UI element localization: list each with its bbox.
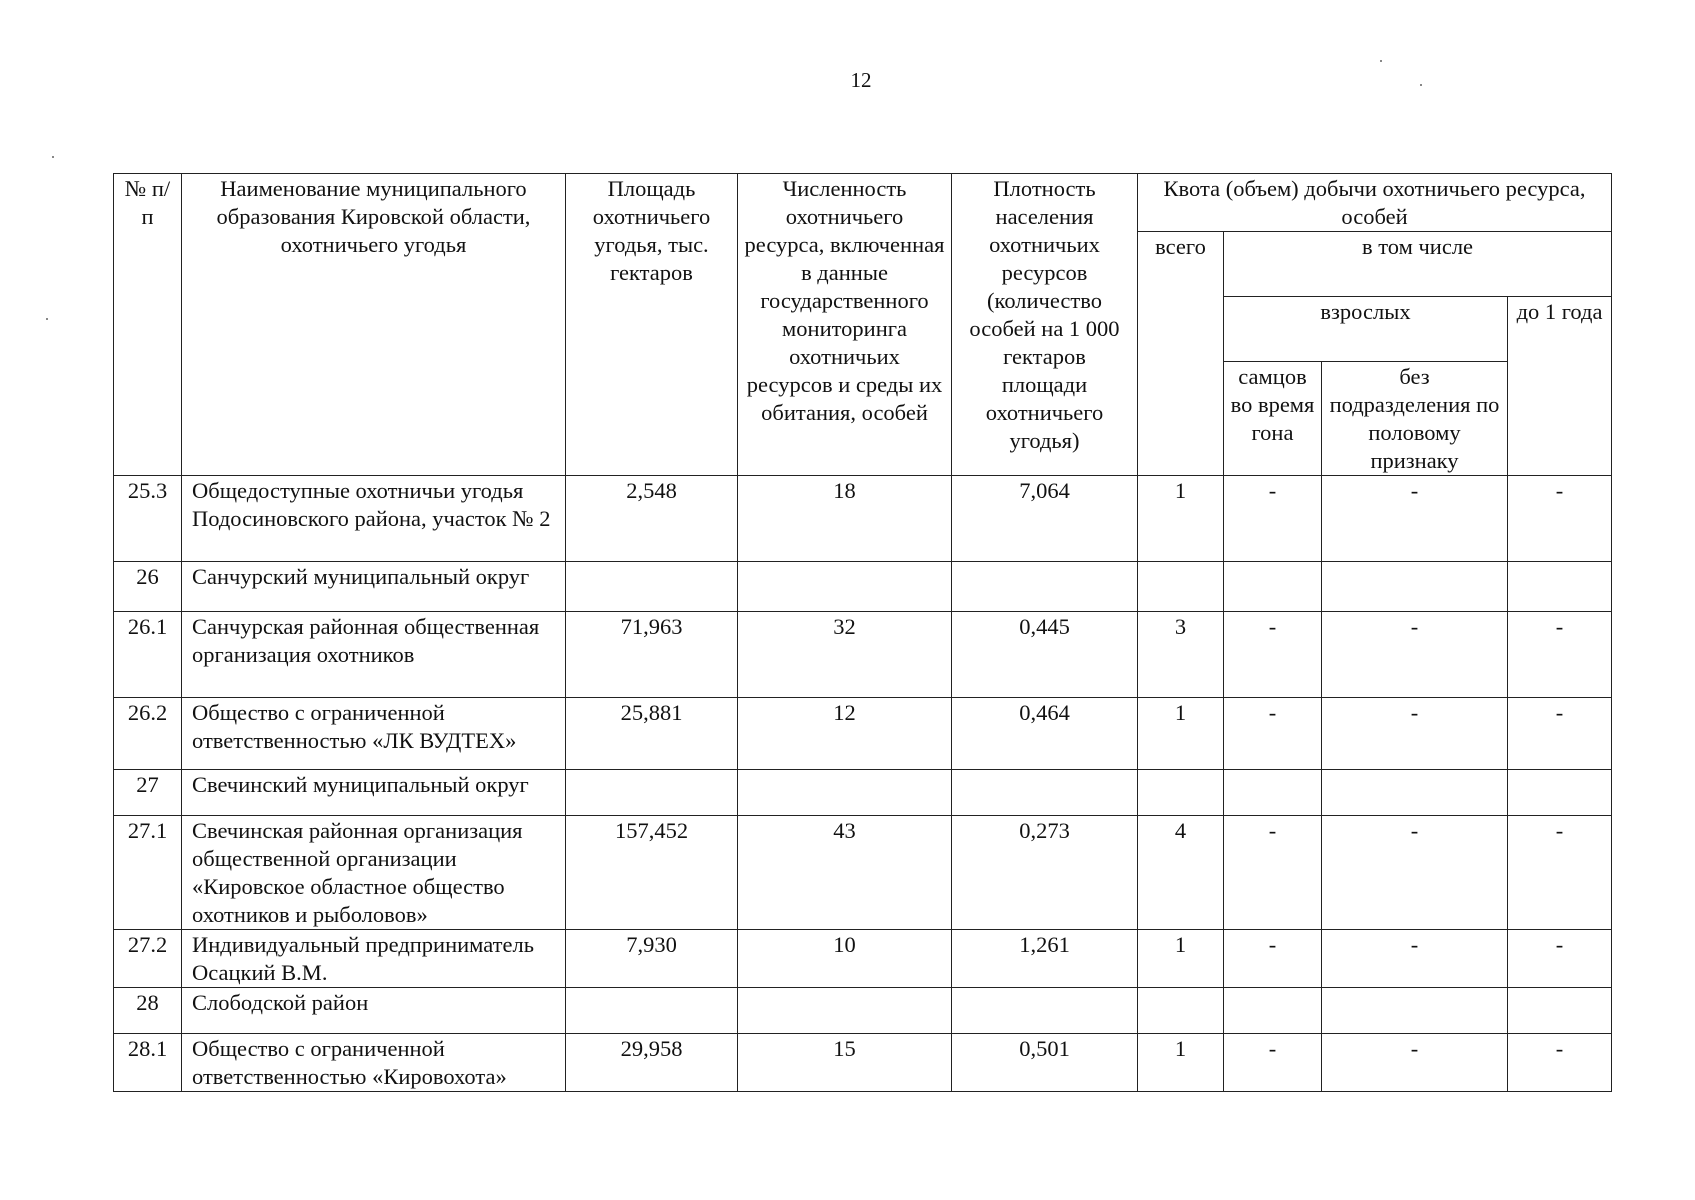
row-density: 0,501 <box>952 1034 1138 1092</box>
row-num: 27.1 <box>114 816 182 930</box>
row-density <box>952 770 1138 816</box>
header-density: Плотность населения охотничьих ресурсов (количество особей на 1 000 гектаров площади охотничьего угодья) <box>952 174 1138 476</box>
row-name: Слободской район <box>182 988 566 1034</box>
table-row <box>114 930 1612 988</box>
row-total: 3 <box>1138 612 1224 698</box>
row-no-sex-division: - <box>1322 930 1508 988</box>
row-count: 43 <box>738 816 952 930</box>
header-under-one: до 1 года <box>1508 297 1612 476</box>
row-density: 0,464 <box>952 698 1138 770</box>
row-males-rut <box>1224 770 1322 816</box>
row-total <box>1138 988 1224 1034</box>
row-no-sex-division <box>1322 562 1508 612</box>
table-row <box>114 612 1612 698</box>
header-including: в том числе <box>1224 232 1612 297</box>
row-num: 25.3 <box>114 476 182 562</box>
row-count <box>738 562 952 612</box>
row-area <box>566 770 738 816</box>
row-under-one <box>1508 562 1612 612</box>
row-under-one <box>1508 988 1612 1034</box>
row-num: 27 <box>114 770 182 816</box>
row-total: 1 <box>1138 476 1224 562</box>
row-area: 7,930 <box>566 930 738 988</box>
row-under-one: - <box>1508 698 1612 770</box>
header-area: Площадь охотничьего угодья, тыс. гектаров <box>566 174 738 476</box>
row-area: 25,881 <box>566 698 738 770</box>
scan-speck <box>46 318 48 320</box>
row-name: Общество с ограниченной ответственностью «Кировохота» <box>182 1034 566 1092</box>
row-name: Общедоступные охотничьи угодья Подосиновского района, участок № 2 <box>182 476 566 562</box>
row-num: 26.1 <box>114 612 182 698</box>
row-density: 1,261 <box>952 930 1138 988</box>
scan-speck <box>1380 60 1382 62</box>
table-row <box>114 476 1612 562</box>
quota-table <box>113 173 1612 1092</box>
row-males-rut: - <box>1224 930 1322 988</box>
row-males-rut: - <box>1224 1034 1322 1092</box>
row-name: Индивидуальный предприниматель Осацкий В.М. <box>182 930 566 988</box>
row-males-rut: - <box>1224 476 1322 562</box>
table-body <box>114 476 1612 1092</box>
row-num: 28.1 <box>114 1034 182 1092</box>
row-total: 1 <box>1138 930 1224 988</box>
page-number: 12 <box>850 68 872 92</box>
row-num: 28 <box>114 988 182 1034</box>
row-total: 4 <box>1138 816 1224 930</box>
row-num: 27.2 <box>114 930 182 988</box>
row-num: 26 <box>114 562 182 612</box>
row-count <box>738 770 952 816</box>
header-males-rut: самцов во время гона <box>1224 362 1322 476</box>
row-count: 10 <box>738 930 952 988</box>
row-no-sex-division: - <box>1322 476 1508 562</box>
header-name: Наименование муниципального образования Кировской области, охотничьего угодья <box>182 174 566 476</box>
row-under-one <box>1508 770 1612 816</box>
header-adults: взрослых <box>1224 297 1508 362</box>
row-density <box>952 562 1138 612</box>
row-males-rut: - <box>1224 698 1322 770</box>
row-count: 18 <box>738 476 952 562</box>
row-area: 29,958 <box>566 1034 738 1092</box>
row-no-sex-division: - <box>1322 612 1508 698</box>
table-row <box>114 988 1612 1034</box>
row-no-sex-division: - <box>1322 698 1508 770</box>
table-row <box>114 816 1612 930</box>
table-row <box>114 1034 1612 1092</box>
row-no-sex-division: - <box>1322 1034 1508 1092</box>
row-area: 71,963 <box>566 612 738 698</box>
row-males-rut <box>1224 562 1322 612</box>
row-under-one: - <box>1508 612 1612 698</box>
row-name: Санчурская районная общественная организация охотников <box>182 612 566 698</box>
row-count <box>738 988 952 1034</box>
row-count: 32 <box>738 612 952 698</box>
row-under-one: - <box>1508 816 1612 930</box>
table-row <box>114 770 1612 816</box>
header-count: Численность охотничьего ресурса, включенная в данные государственного мониторинга охотничьих ресурсов и среды их обитания, особей <box>738 174 952 476</box>
row-area: 157,452 <box>566 816 738 930</box>
row-name: Свечинский муниципальный округ <box>182 770 566 816</box>
row-under-one: - <box>1508 476 1612 562</box>
row-area <box>566 988 738 1034</box>
row-no-sex-division: - <box>1322 816 1508 930</box>
row-area <box>566 562 738 612</box>
row-males-rut: - <box>1224 612 1322 698</box>
row-name: Санчурский муниципальный округ <box>182 562 566 612</box>
row-density: 0,273 <box>952 816 1138 930</box>
header-quota: Квота (объем) добычи охотничьего ресурса, особей <box>1138 174 1612 232</box>
row-area: 2,548 <box>566 476 738 562</box>
row-males-rut <box>1224 988 1322 1034</box>
row-under-one: - <box>1508 1034 1612 1092</box>
scan-speck <box>1420 84 1422 86</box>
row-name: Свечинская районная организация общественной организации «Кировское областное общество охотников и рыболовов» <box>182 816 566 930</box>
row-total <box>1138 770 1224 816</box>
row-density <box>952 988 1138 1034</box>
table-header <box>114 174 1612 476</box>
row-num: 26.2 <box>114 698 182 770</box>
header-no-sex-division: без подразделения по половому признаку <box>1322 362 1508 476</box>
row-males-rut: - <box>1224 816 1322 930</box>
row-no-sex-division <box>1322 988 1508 1034</box>
row-name: Общество с ограниченной ответственностью «ЛК ВУДТЕХ» <box>182 698 566 770</box>
row-density: 7,064 <box>952 476 1138 562</box>
row-under-one: - <box>1508 930 1612 988</box>
table-row <box>114 698 1612 770</box>
table-row <box>114 562 1612 612</box>
row-total: 1 <box>1138 1034 1224 1092</box>
row-count: 12 <box>738 698 952 770</box>
scan-speck <box>52 156 54 158</box>
row-total: 1 <box>1138 698 1224 770</box>
header-total: всего <box>1138 232 1224 476</box>
row-density: 0,445 <box>952 612 1138 698</box>
row-count: 15 <box>738 1034 952 1092</box>
row-no-sex-division <box>1322 770 1508 816</box>
header-num: № п/п <box>114 174 182 476</box>
row-total <box>1138 562 1224 612</box>
